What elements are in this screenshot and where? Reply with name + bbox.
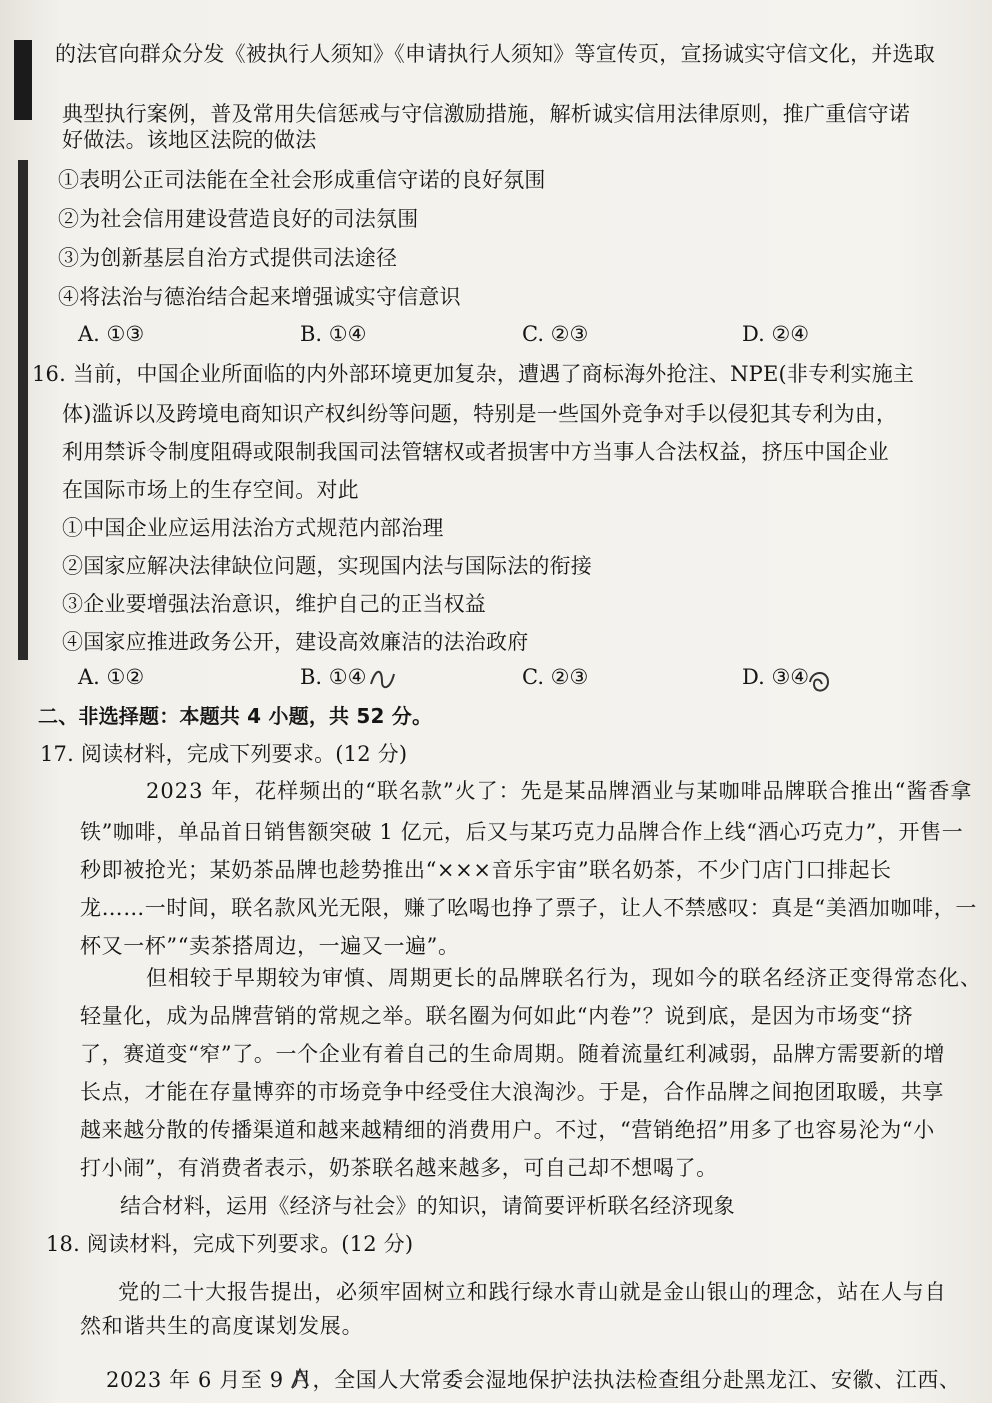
q16-stem-line: 体)滥诉以及跨境电商知识产权纠纷等问题，特别是一些国外竞争对手以侵犯其专利为由， — [62, 402, 898, 426]
q17-title: 17. 阅读材料，完成下列要求。(12 分) — [40, 742, 408, 766]
q17-para1-line: 龙……一时间，联名款风光无限，赚了吆喝也挣了票子，让人不禁感叹：真是“美酒加咖啡，一 — [80, 896, 977, 920]
q18-para1-line: 党的二十大报告提出，必须牢固树立和践行绿水青山就是金山银山的理念，站在人与自 — [118, 1280, 947, 1304]
pencil-mark — [288, 1366, 312, 1392]
q16-stem-line: 16. 当前，中国企业所面临的内外部环境更加复杂，遭遇了商标海外抢注、NPE(非专利实施主 — [32, 362, 915, 386]
q17-para2-line: 了，赛道变“窄”了。一个企业有着自己的生命周期。随着流量红利减弱，品牌方需要新的增 — [80, 1042, 946, 1066]
q15-item: ①表明公正司法能在全社会形成重信守诺的良好氛围 — [58, 168, 546, 192]
q15-stem-line: 的法官向群众分发《被执行人须知》《申请执行人须知》等宣传页，宣扬诚实守信文化，并选取 — [55, 42, 935, 66]
q15-option-a[interactable]: A. ①③ — [78, 322, 145, 346]
q17-task: 结合材料，运用《经济与社会》的知识，请简要评析联名经济现象 — [120, 1194, 735, 1218]
q16-option-c[interactable]: C. ②③ — [522, 665, 589, 689]
q16-option-a[interactable]: A. ①② — [78, 665, 145, 689]
section-heading: 二、非选择题：本题共 4 小题，共 52 分。 — [38, 704, 433, 728]
q18-para2: 2023 年 6 月至 9 月，全国人大常委会湿地保护法执法检查组分赴黑龙江、安徽、江西、 — [106, 1368, 961, 1392]
q15-stem-line: 好做法。该地区法院的做法 — [62, 128, 317, 152]
q18-title: 18. 阅读材料，完成下列要求。(12 分) — [46, 1232, 414, 1256]
q15-item: ②为社会信用建设营造良好的司法氛围 — [58, 207, 419, 231]
q17-para2-line: 越来越分散的传播渠道和越来越精细的消费用户。不过，“营销绝招”用多了也容易沦为“小 — [80, 1118, 935, 1142]
q15-stem-line: 典型执行案例，普及常用失信惩戒与守信激励措施，解析诚实信用法律原则，推广重信守诺 — [62, 102, 910, 126]
q16-option-d[interactable]: D. ③④ — [742, 665, 810, 689]
q17-para1-line: 2023 年，花样频出的“联名款”火了：先是某品牌酒业与某咖啡品牌联合推出“酱香拿 — [146, 779, 973, 803]
q16-item: ③企业要增强法治意识，维护自己的正当权益 — [62, 592, 486, 616]
q17-para2-line: 轻量化，成为品牌营销的常规之举。联名圈为何如此“内卷”？说到底，是因为市场变“挤 — [80, 1004, 914, 1028]
q16-option-b[interactable]: B. ①④ — [300, 665, 367, 689]
q16-item: ①中国企业应运用法治方式规范内部治理 — [62, 516, 444, 540]
q18-para1-line: 然和谐共生的高度谋划发展。 — [80, 1314, 364, 1338]
q17-para1-line: 秒即被抢光；某奶茶品牌也趁势推出“×××音乐宇宙”联名奶茶，不少门店门口排起长 — [80, 858, 892, 882]
margin-mark-mid — [18, 160, 28, 660]
q15-option-b[interactable]: B. ①④ — [300, 322, 367, 346]
pencil-scribble-d — [806, 668, 836, 696]
q16-stem-line: 利用禁诉令制度阻碍或限制我国司法管辖权或者损害中方当事人合法权益，挤压中国企业 — [62, 440, 889, 464]
q16-stem-line: 在国际市场上的生存空间。对此 — [62, 478, 359, 502]
q17-para2-line: 长点，才能在存量博弈的市场竞争中经受住大浪淘沙。于是，合作品牌之间抱团取暖，共享 — [80, 1080, 944, 1104]
q15-item: ③为创新基层自治方式提供司法途径 — [58, 246, 398, 270]
pencil-scribble-b — [368, 664, 398, 692]
q17-para1-line: 杯又一杯”“卖茶搭周边，一遍又一遍”。 — [80, 934, 460, 958]
margin-mark-top — [14, 40, 32, 120]
q17-para2-line: 但相较于早期较为审慎、周期更长的品牌联名行为，现如今的联名经济正变得常态化、 — [146, 966, 982, 990]
q17-para1-line: 铁”咖啡，单品首日销售额突破 1 亿元，后又与某巧克力品牌合作上线“酒心巧克力”，开售一 — [80, 820, 964, 844]
q15-option-d[interactable]: D. ②④ — [742, 322, 810, 346]
q15-item: ④将法治与德治结合起来增强诚实守信意识 — [58, 285, 461, 309]
q17-para2-line: 打小闹”，有消费者表示，奶茶联名越来越多，可自己却不想喝了。 — [80, 1156, 718, 1180]
q15-option-c[interactable]: C. ②③ — [522, 322, 589, 346]
q16-item: ④国家应推进政务公开，建设高效廉洁的法治政府 — [62, 630, 529, 654]
q16-item: ②国家应解决法律缺位问题，实现国内法与国际法的衔接 — [62, 554, 592, 578]
